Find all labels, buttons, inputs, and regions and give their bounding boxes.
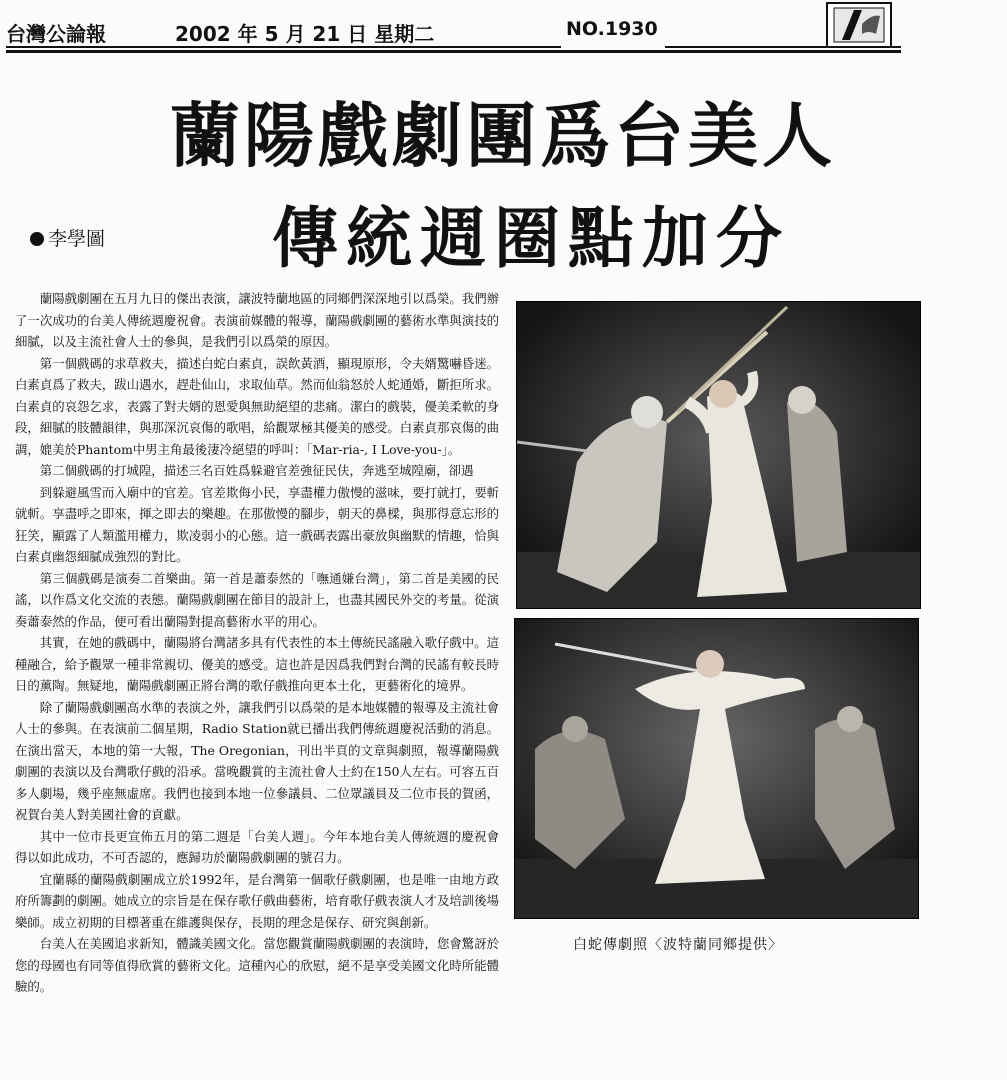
- paragraph: 第一個戲碼的求草救夫，描述白蛇白素貞，誤飲黃酒，顯現原形，令夫婿驚嚇昏迷。白素貞爲了救夫，跋山遇水，趕赴仙山，求取仙草。然而仙翁怒於人蛇通婚，斷拒所求。白素貞的哀怨乞求，表露了對夫婿的恩愛與無助絕望的悲痛。潔白的戲裝，優美柔軟的身段，細膩的肢體韻律，與那深沉哀傷的歌唱，給觀眾極其優美的感受。白素貞那哀傷的曲調，媲美於Phantom中男主角最後淒冷絕望的呼叫：「Mar-ria-, I Love-you-」。: [15, 355, 499, 457]
- byline: [30, 224, 105, 251]
- masthead-rule-thick: [6, 50, 901, 53]
- paragraph: 除了蘭陽戲劇團高水準的表演之外，讓我們引以爲榮的是本地媒體的報導及主流社會人士的參與。在表演前二個星期，Radio Station就已播出我們傳統週慶祝活動的消息。在演出當天，本地的第一大報，The Oregonian，刊出半頁的文章與劇照，報導蘭陽戲劇團的表演以及台灣歌仔戲的沿承。當晚觀賞的主流社會人士約在150人左右。可容五百多人劇場，幾乎座無虛席。我們也接到本地一位參議員、二位眾議員及二位市長的賀函，祝賀台美人對美國社會的貢獻。: [15, 699, 499, 822]
- newspaper-logo: [826, 2, 892, 48]
- masthead: [0, 0, 1007, 60]
- stage-photo-1: [516, 301, 921, 609]
- author-name: 李學圖: [48, 228, 106, 250]
- paragraph: 第二個戲碼的打城隍，描述三名百姓爲躲避官差強征民伕，奔逃至城隍廟，卻遇: [39, 463, 474, 478]
- photo-caption: 白蛇傳劇照〈波特蘭同鄉提供〉: [573, 937, 783, 953]
- paragraph: 其實，在她的戲碼中，蘭陽將台灣諸多具有代表性的本土傳統民謠融入歌仔戲中。這種融合，給予觀眾一種非常親切、優美的感受。這也許是因爲我們對台灣的民謠有較長時日的薰陶。無疑地，蘭陽戲劇團正將台灣的歌仔戲推向更本土化，更藝術化的境界。: [15, 635, 499, 693]
- bullet-icon: [30, 232, 44, 246]
- paragraph: 第三個戲碼是演奏二首樂曲。第一首是蕭泰然的「嘸通嫌台灣」，第二首是美國的民謠，以作爲文化交流的表態。蘭陽戲劇團在節目的設計上，也盡其國民外交的考量。從演奏蕭泰然的作品，便可看出蘭陽對提高藝術水平的用心。: [15, 570, 499, 629]
- issue-number: NO.1930: [566, 18, 658, 40]
- paragraph: 宜蘭縣的蘭陽戲劇團成立於1992年，是台灣第一個歌仔戲劇團，也是唯一由地方政府所籌劃的劇團。她成立的宗旨是在保存歌仔戲曲藝術，培育歌仔戲表演人才及培訓後場樂師。成立初期的目標著重在維護與保存，長期的理念是保存、研究與創新。: [15, 871, 499, 930]
- paper-name: 台灣公論報: [6, 22, 106, 46]
- paragraph: 到躲避風雪而入廟中的官差。官差欺侮小民，享盡權力傲慢的滋味，要打就打，要斬就斬。享盡呼之即來，揮之即去的樂趣。在那傲慢的腳步，朝天的鼻樑，與那得意忘形的狂笑，顯露了人類濫用權力，欺凌弱小的心態。這一戲碼表露出豪放與幽默的情趣，恰與白素貞幽怨細膩成強烈的對比。: [15, 484, 499, 564]
- article-body: [15, 288, 499, 998]
- paragraph: 台美人在美國追求新知，體識美國文化。當您觀賞蘭陽戲劇團的表演時，您會驚訝於您的母國也有同等值得欣賞的藝術文化。這種內心的欣慰，絕不是享受美國文化時所能體驗的。: [15, 936, 499, 994]
- headline-line-1: 蘭陽戲劇團爲台美人: [170, 94, 836, 177]
- masthead-rule: [6, 46, 561, 48]
- stage-photo-2: [514, 618, 919, 919]
- paragraph: 其中一位市長更宣佈五月的第二週是「台美人週」。今年本地台美人傳統週的慶祝會得以如此成功，不可否認的，應歸功於蘭陽戲劇團的號召力。: [15, 828, 499, 865]
- paragraph: 蘭陽戲劇團在五月九日的傑出表演，讓波特蘭地區的同鄉們深深地引以爲榮。我們辦了一次成功的台美人傳統週慶祝會。表演前媒體的報導，蘭陽戲劇團的藝術水準與演技的細膩，以及主流社會人士的參與，是我們引以爲榮的原因。: [15, 291, 499, 349]
- headline-line-2: 傳統週圈點加分: [272, 199, 790, 277]
- issue-date: 2002 年 5 月 21 日 星期二: [175, 22, 435, 46]
